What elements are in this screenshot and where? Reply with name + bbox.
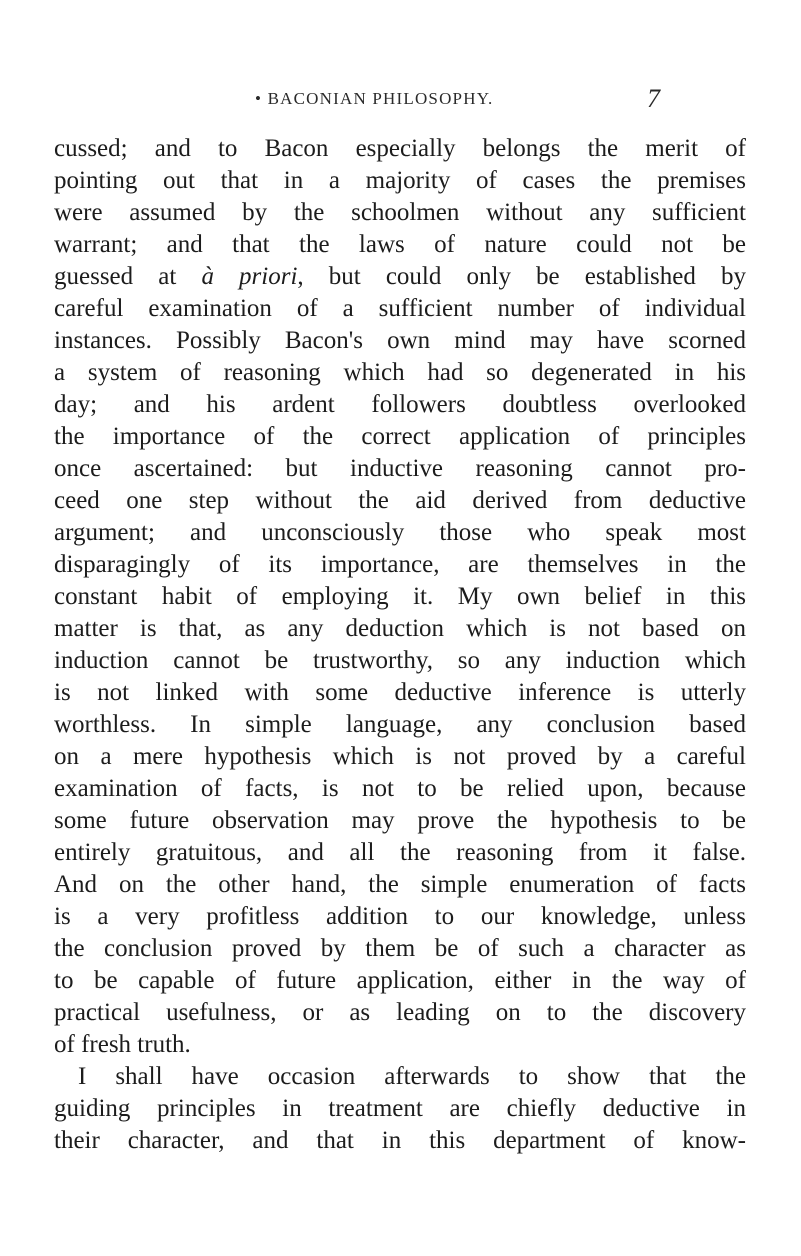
text-line: worthless. In simple language, any conclusion based: [54, 711, 746, 738]
body-text: [54, 133, 746, 1157]
text-line: to be capable of future application, either in the way of: [54, 967, 746, 994]
page-number: 7: [647, 84, 660, 113]
paragraph-start-line: I shall have occasion afterwards to show that the: [78, 1063, 746, 1090]
text-line: pointing out that in a majority of cases the premises: [54, 167, 746, 194]
text-line: some future observation may prove the hypothesis to be: [54, 807, 746, 834]
text-line: argument; and unconsciously those who speak most: [54, 519, 746, 546]
text-line: instances. Possibly Bacon's own mind may have scorned: [54, 327, 746, 354]
text-line: guessed at à priori, but could only be established by: [54, 263, 746, 290]
text-line: a system of reasoning which had so degenerated in his: [54, 359, 746, 386]
text-line: day; and his ardent followers doubtless overlooked: [54, 391, 746, 418]
text-line: once ascertained: but inductive reasoning cannot pro-: [54, 455, 746, 482]
text-line: And on the other hand, the simple enumeration of facts: [54, 871, 746, 898]
text-line: the importance of the correct application of principles: [54, 423, 746, 450]
text-line: cussed; and to Bacon especially belongs the merit of: [54, 135, 746, 162]
text-line: induction cannot be trustworthy, so any induction which: [54, 647, 746, 674]
text-line: is not linked with some deductive inference is utterly: [54, 679, 746, 706]
text-line: examination of facts, is not to be relied upon, because: [54, 775, 746, 802]
text-line: were assumed by the schoolmen without any sufficient: [54, 199, 746, 226]
text-line: matter is that, as any deduction which is not based on: [54, 615, 746, 642]
text-line: entirely gratuitous, and all the reasoning from it false.: [54, 839, 746, 866]
text-line: is a very profitless addition to our knowledge, unless: [54, 903, 746, 930]
text-line: of fresh truth.: [54, 1031, 191, 1058]
text-line: constant habit of employing it. My own belief in this: [54, 583, 746, 610]
text-line: ceed one step without the aid derived from deductive: [54, 487, 746, 514]
text-line: warrant; and that the laws of nature could not be: [54, 231, 746, 258]
text-line: guiding principles in treatment are chiefly deductive in: [54, 1095, 746, 1122]
running-head: • BACONIAN PHILOSOPHY.: [255, 89, 494, 108]
text-line: disparagingly of its importance, are themselves in the: [54, 551, 746, 578]
text-line: careful examination of a sufficient number of individual: [54, 295, 746, 322]
text-line: the conclusion proved by them be of such a character as: [54, 935, 746, 962]
text-line: their character, and that in this department of know-: [54, 1127, 746, 1154]
text-line: on a mere hypothesis which is not proved by a careful: [54, 743, 746, 770]
italic-phrase: à priori: [201, 263, 298, 290]
text-line: practical usefulness, or as leading on to the discovery: [54, 999, 746, 1026]
